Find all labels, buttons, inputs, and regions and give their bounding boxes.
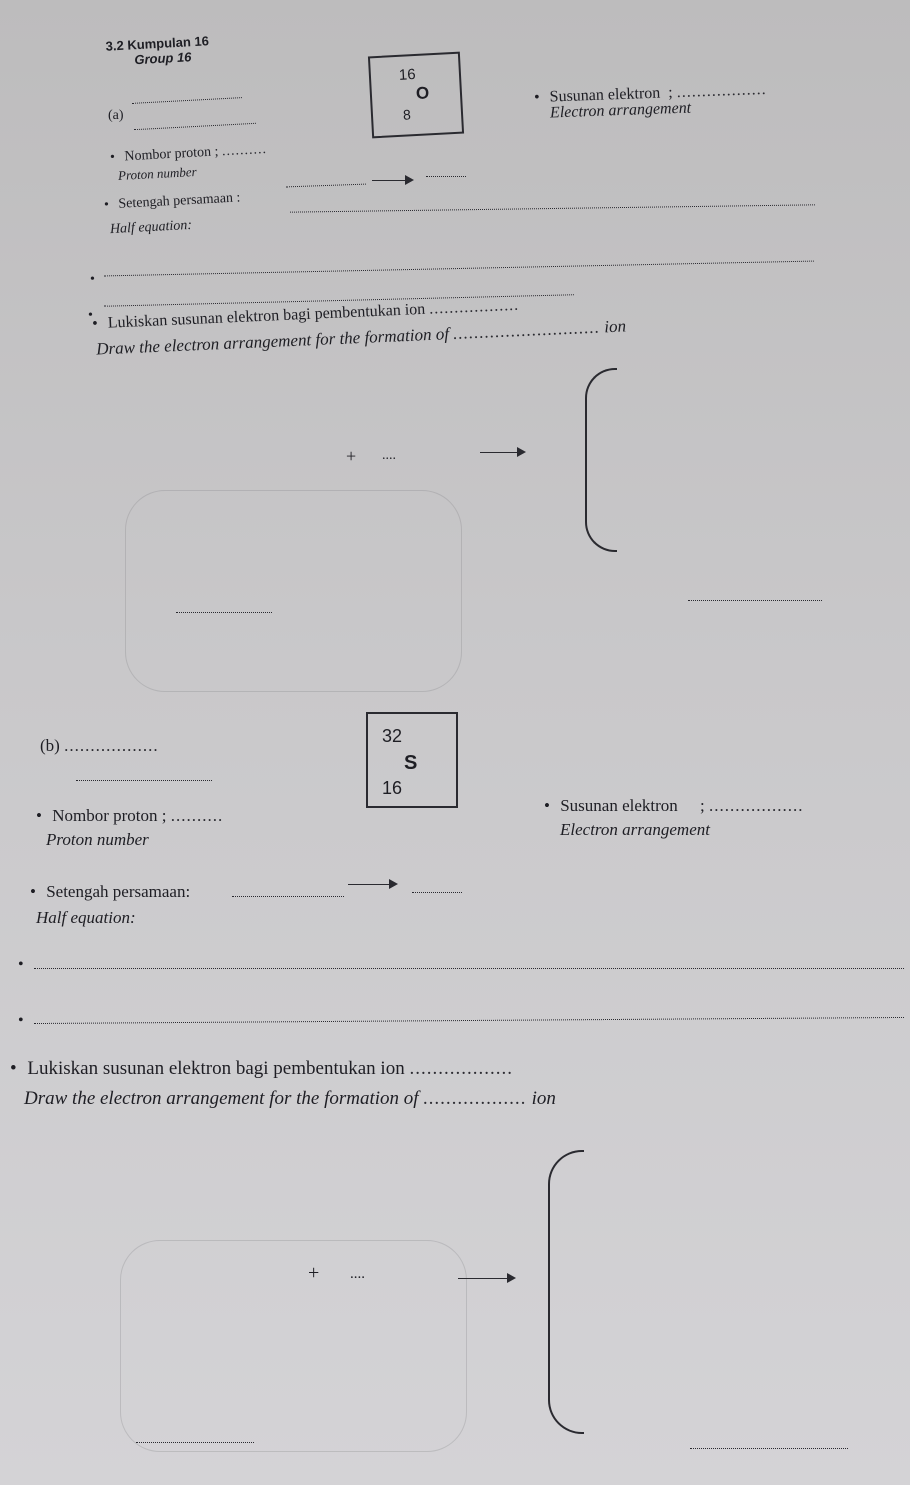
draw-label-en: Draw the electron arrangement for the formation of ............................ ion (95, 316, 627, 359)
draw-label-en: Draw the electron arrangement for the formation of .................. ion (24, 1088, 556, 1109)
reaction-arrow (480, 452, 524, 453)
arrangement-label-en: Electron arrangement (560, 820, 710, 839)
answer-line (34, 968, 904, 969)
ellipsis: .... (382, 448, 396, 463)
half-equation-label: • Setengah persamaan: (30, 882, 190, 902)
section-title: 3.2 Kumpulan 16 Group 16 (105, 33, 210, 68)
proton-blank: .......... (170, 806, 224, 825)
ion-bracket-left (585, 368, 617, 552)
proton-label: • Nombor proton ; .......... (110, 142, 268, 166)
proton-blank: .......... (221, 141, 268, 160)
answer-line (104, 261, 814, 277)
plus-sign: + (308, 1262, 320, 1284)
proton-label-en: Proton number (46, 830, 149, 849)
bullet-mark: • (88, 308, 93, 323)
ion-blank: .................. (409, 1058, 513, 1079)
half-equation-label: • Setengah persamaan : (104, 190, 241, 213)
ellipsis: .... (350, 1266, 365, 1282)
answer-line (76, 780, 212, 781)
arrangement-blank: .................. (676, 80, 767, 102)
proton-label-en: Proton number (117, 163, 197, 184)
answer-blank: .................. (64, 736, 159, 755)
part-b-label: (b) .................. (40, 736, 159, 755)
arrangement-label-en: Electron arrangement (549, 99, 692, 122)
half-equation-label-en: Half equation: (36, 908, 136, 927)
proton-label: • Nombor proton ; .......... (36, 806, 223, 826)
answer-line (34, 1017, 904, 1024)
reaction-arrow (458, 1278, 514, 1279)
element-box-sulfur (366, 712, 458, 808)
ion-blank: ............................ (452, 317, 601, 343)
answer-line (690, 1448, 848, 1449)
answer-line (426, 176, 466, 177)
arrangement-blank: .................. (709, 796, 804, 815)
answer-line (176, 612, 272, 613)
mass-number: 32 (382, 726, 403, 746)
answer-line (232, 896, 344, 897)
bullet-mark: • (90, 272, 95, 287)
element-symbol: S (404, 752, 418, 774)
plus-sign: + (346, 446, 357, 466)
element-box-oxygen (368, 52, 464, 139)
half-equation-label-en: Half equation: (109, 217, 193, 238)
part-a-label: (a) (108, 108, 124, 123)
mass-number: 16 (398, 66, 417, 84)
ion-blank: .................. (423, 1088, 527, 1109)
element-symbol: O (415, 83, 430, 103)
draw-label: • Lukiskan susunan elektron bagi pembentukan ion .................. (10, 1058, 513, 1080)
ion-bracket-left (548, 1150, 584, 1434)
reaction-arrow (372, 180, 412, 181)
reaction-arrow (348, 884, 396, 885)
faint-outline (120, 1240, 467, 1452)
ion-blank: .................. (428, 296, 520, 318)
answer-line (286, 184, 366, 188)
arrangement-label: • Susunan elektron ; .................. (544, 796, 804, 816)
atomic-number: 16 (382, 778, 403, 798)
arrangement-label: • Susunan elektron ; .................. (534, 81, 767, 107)
atomic-number: 8 (402, 106, 412, 123)
bullet-mark: • (18, 1012, 24, 1029)
draw-label: • Lukiskan susunan elektron bagi pembentukan ion .................. (92, 297, 520, 334)
answer-line (134, 123, 256, 130)
faint-outline (125, 490, 462, 692)
answer-line (412, 892, 462, 893)
bullet-mark: • (18, 956, 24, 973)
answer-line (132, 97, 242, 104)
answer-line (290, 204, 815, 212)
answer-line (136, 1442, 254, 1443)
answer-line (688, 600, 822, 601)
